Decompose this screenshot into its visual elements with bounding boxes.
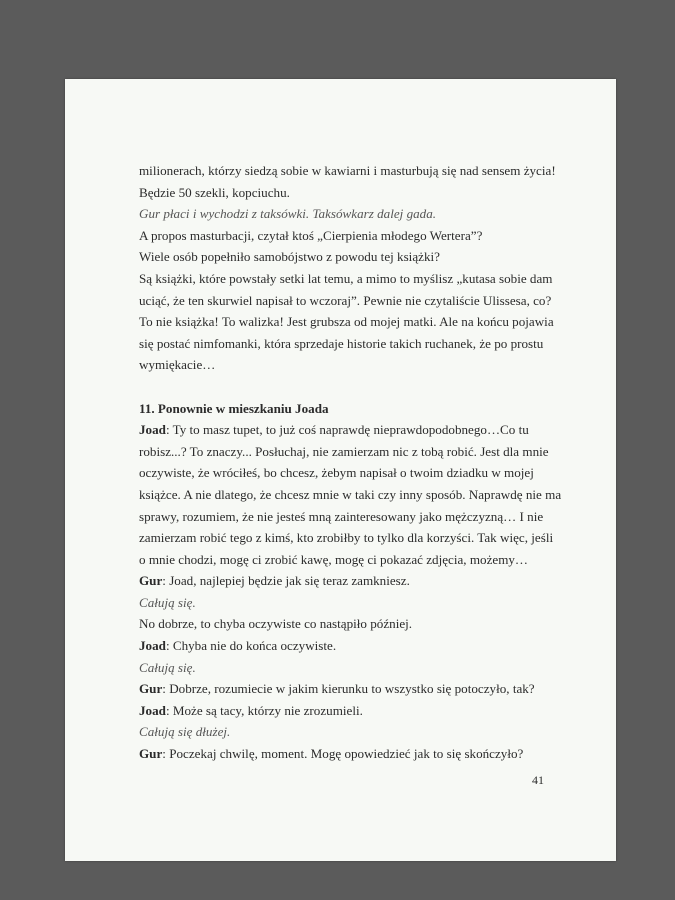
speaker-name: Joad bbox=[139, 702, 166, 718]
dialogue-line-gur bbox=[139, 743, 549, 765]
dialogue-continuation: o mnie chodzi, mogę ci zrobić kawę, mogę ci pokazać zdjęcia, możemy… bbox=[139, 551, 529, 567]
dialogue-continuation: robisz...? To znaczy... Posłuchaj, nie zamierzam nic z tobą robić. Jest dla mnie bbox=[139, 443, 549, 459]
narration-line: No dobrze, to chyba oczywiste co nastąpiło później. bbox=[139, 616, 413, 632]
dialogue-text: : Ty to masz tupet, to już coś naprawdę nieprawdopodobnego…Co tu bbox=[165, 422, 529, 438]
stage-direction: Całują się dłużej. bbox=[139, 724, 231, 740]
dialogue-text: : Chyba nie do końca oczywiste. bbox=[165, 638, 337, 654]
monologue-line: To nie książka! To walizka! Jest grubsza od mojej matki. Ale na końcu pojawia bbox=[139, 314, 554, 330]
monologue-line: Wiele osób popełniło samobójstwo z powodu tej książki? bbox=[139, 249, 440, 265]
speaker-name: Gur bbox=[139, 681, 163, 697]
dialogue-line-gur bbox=[139, 678, 549, 700]
page-number: 41 bbox=[532, 773, 544, 787]
dialogue-continuation: sprawy, rozumiem, że nie jesteś mną zainteresowany jako mężczyzną… I nie bbox=[139, 508, 544, 524]
speaker-name: Gur bbox=[139, 746, 163, 762]
monologue-line: Są książki, które powstały setki lat temu, a mimo to myślisz „kutasa sobie dam bbox=[139, 270, 553, 286]
paragraph-line: Będzie 50 szekli, kopciuchu. bbox=[139, 184, 290, 200]
dialogue-continuation: zamierzam robić tego z kimś, kto zrobiłby to tylko dla korzyści. Tak więc, jeśli bbox=[139, 530, 554, 546]
dialogue-text: : Dobrze, rozumiecie w jakim kierunku to wszystko się potoczyło, tak? bbox=[162, 681, 535, 697]
dialogue-text: : Może są tacy, którzy nie zrozumieli. bbox=[165, 702, 363, 718]
monologue-line: wymiękacie… bbox=[139, 357, 216, 373]
dialogue-continuation: książce. A nie dlatego, że chcesz mnie w taki czy inny sposób. Naprawdę nie ma bbox=[139, 486, 562, 502]
dialogue-line-joad bbox=[139, 700, 549, 722]
dialogue-text: : Joad, najlepiej będzie jak się teraz zamkniesz. bbox=[162, 573, 410, 589]
page-text bbox=[139, 160, 562, 765]
paragraph-line: milionerach, którzy siedzą sobie w kawiarni i masturbują się nad sensem życia! bbox=[139, 163, 556, 178]
stage-direction: Gur płaci i wychodzi z taksówki. Taksówkarz dalej gada. bbox=[139, 206, 437, 222]
speaker-name: Gur bbox=[139, 573, 163, 589]
dialogue-line-gur bbox=[139, 570, 549, 592]
section-heading: 11. Ponownie w mieszkaniu Joada bbox=[139, 400, 329, 416]
dialogue-text: : Poczekaj chwilę, moment. Mogę opowiedzieć jak to się skończyło? bbox=[162, 746, 524, 762]
speaker-name: Joad bbox=[139, 422, 166, 438]
dialogue-line-joad bbox=[139, 419, 549, 441]
paragraph-spacer bbox=[139, 376, 549, 398]
dialogue-continuation: oczywiste, że wróciłeś, bo chcesz, żebym napisał o twoim dziadku w mojej bbox=[139, 465, 534, 481]
speaker-name: Joad bbox=[139, 638, 166, 654]
monologue-line: się postać nimfomanki, która sprzedaje historie takich ruchanek, że po prostu bbox=[139, 335, 544, 351]
monologue-line: A propos masturbacji, czytał ktoś „Cierpienia młodego Wertera”? bbox=[139, 227, 483, 243]
monologue-line: uciąć, że ten skurwiel napisał to wczoraj”. Pewnie nie czytaliście Ulissesa, co? bbox=[139, 292, 552, 308]
dialogue-line-joad bbox=[139, 635, 549, 657]
stage-direction: Całują się. bbox=[139, 594, 196, 610]
stage-direction: Całują się. bbox=[139, 659, 196, 675]
book-page bbox=[65, 79, 616, 861]
